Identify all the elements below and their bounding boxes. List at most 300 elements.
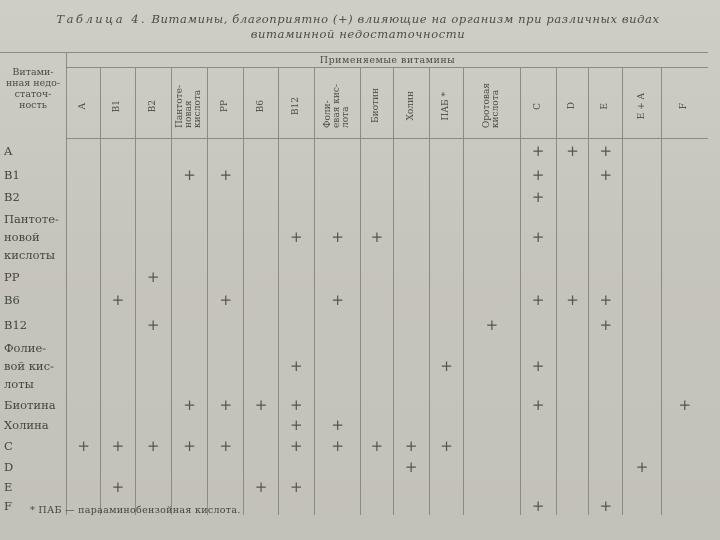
- table-cell: [171, 207, 207, 267]
- table-cell: [101, 187, 135, 207]
- column-header-label: D: [566, 102, 577, 110]
- plus-mark: +: [171, 395, 207, 415]
- plus-mark: +: [135, 267, 171, 287]
- column-header-label: PP: [220, 99, 231, 113]
- plus-mark: +: [314, 415, 360, 435]
- table-cell: [393, 163, 429, 187]
- table-cell: [361, 187, 393, 207]
- table-cell: [314, 267, 360, 287]
- column-header-label: B2: [147, 99, 158, 113]
- plus-mark: +: [314, 287, 360, 313]
- table-cell: [429, 457, 463, 477]
- row-label: C: [4, 438, 13, 453]
- table-cell: [101, 415, 135, 435]
- table-cell: [361, 395, 393, 415]
- plus-mark: +: [464, 313, 520, 337]
- table-cell: [135, 287, 171, 313]
- column-header: [101, 68, 135, 139]
- table-cell: [589, 267, 623, 287]
- column-header-label: A: [78, 102, 89, 110]
- row-label: A: [4, 143, 13, 158]
- plus-mark: +: [171, 163, 207, 187]
- plus-mark: +: [393, 435, 429, 457]
- column-header: [135, 68, 171, 139]
- plus-mark: +: [520, 337, 556, 395]
- table-cell: [171, 337, 207, 395]
- table-cell: [135, 139, 171, 163]
- column-header: [67, 68, 101, 139]
- table-cell: [661, 457, 708, 477]
- plus-mark: +: [278, 395, 314, 415]
- column-header: [661, 68, 708, 139]
- table-row: [0, 267, 708, 287]
- table-cell: [556, 337, 588, 395]
- plus-mark: +: [589, 313, 623, 337]
- plus-mark: +: [67, 435, 101, 457]
- row-label: D: [4, 459, 14, 474]
- table-cell: [171, 415, 207, 435]
- plus-mark: +: [314, 207, 360, 267]
- table-cell: [361, 415, 393, 435]
- table-cell: [589, 477, 623, 497]
- plus-mark: +: [520, 207, 556, 267]
- column-header-label: Биотин: [371, 88, 382, 124]
- table-cell: [429, 187, 463, 207]
- table-cell: [135, 395, 171, 415]
- table-cell: [589, 457, 623, 477]
- table-cell: [464, 457, 520, 477]
- table-row: [0, 187, 708, 207]
- table-cell: [623, 287, 661, 313]
- column-header: [314, 68, 360, 139]
- table-cell: [208, 139, 244, 163]
- table-cell: [67, 415, 101, 435]
- plus-mark: +: [278, 435, 314, 457]
- plus-mark: +: [520, 187, 556, 207]
- plus-mark: +: [623, 457, 661, 477]
- table-row: [0, 313, 708, 337]
- table-cell: [393, 477, 429, 497]
- table-cell: [101, 207, 135, 267]
- plus-mark: +: [589, 163, 623, 187]
- plus-mark: +: [429, 435, 463, 457]
- table-cell: [623, 415, 661, 435]
- table-cell: [135, 415, 171, 435]
- table-caption: [28, 12, 688, 42]
- table-cell: [278, 497, 314, 515]
- table-cell: [661, 435, 708, 457]
- table-cell: [361, 477, 393, 497]
- table-cell: [464, 267, 520, 287]
- table-cell: [661, 287, 708, 313]
- table-cell: [244, 267, 278, 287]
- table-cell: [171, 139, 207, 163]
- table-cell: [464, 435, 520, 457]
- table-cell: [244, 435, 278, 457]
- row-label: B1: [4, 167, 20, 182]
- column-header: [520, 68, 556, 139]
- row-label: B6: [4, 292, 20, 307]
- table-cell: [661, 477, 708, 497]
- table-cell: [208, 187, 244, 207]
- plus-mark: +: [589, 287, 623, 313]
- table-cell: [556, 395, 588, 415]
- table-cell: [520, 477, 556, 497]
- table-cell: [429, 287, 463, 313]
- plus-mark: +: [361, 435, 393, 457]
- row-label: B12: [4, 317, 28, 332]
- column-header-label: B6: [255, 99, 266, 113]
- column-header-label: F: [679, 102, 690, 110]
- table-cell: [623, 163, 661, 187]
- table-row: [0, 435, 708, 457]
- table-cell: [244, 313, 278, 337]
- table-cell: [464, 139, 520, 163]
- table-cell: [244, 415, 278, 435]
- plus-mark: +: [244, 477, 278, 497]
- table-cell: [67, 313, 101, 337]
- table-cell: [623, 207, 661, 267]
- plus-mark: +: [208, 435, 244, 457]
- table-cell: [623, 477, 661, 497]
- table-cell: [135, 477, 171, 497]
- plus-mark: +: [101, 477, 135, 497]
- table-cell: [67, 395, 101, 415]
- table-cell: [244, 337, 278, 395]
- table-cell: [661, 497, 708, 515]
- table-cell: [556, 497, 588, 515]
- table-row: [0, 415, 708, 435]
- table-cell: [464, 415, 520, 435]
- table-cell: [208, 415, 244, 435]
- column-header: [244, 68, 278, 139]
- table-cell: [361, 267, 393, 287]
- column-header-label: C: [532, 102, 543, 110]
- column-header-label: Холин: [405, 91, 416, 121]
- plus-mark: +: [278, 477, 314, 497]
- table-cell: [393, 139, 429, 163]
- table-cell: [361, 457, 393, 477]
- table-cell: [393, 415, 429, 435]
- table-cell: [101, 139, 135, 163]
- table-cell: [556, 207, 588, 267]
- row-label: PP: [4, 269, 20, 284]
- table-cell: [314, 139, 360, 163]
- table-cell: [101, 457, 135, 477]
- table-cell: [556, 457, 588, 477]
- table-row: [0, 163, 708, 187]
- plus-mark: +: [520, 287, 556, 313]
- table-cell: [361, 497, 393, 515]
- table-cell: [67, 287, 101, 313]
- column-header: [171, 68, 207, 139]
- table-cell: [623, 187, 661, 207]
- table-cell: [67, 163, 101, 187]
- table-cell: [135, 337, 171, 395]
- table-cell: [429, 477, 463, 497]
- table-cell: [208, 313, 244, 337]
- table-cell: [623, 267, 661, 287]
- table-cell: [661, 313, 708, 337]
- table-cell: [661, 139, 708, 163]
- table-cell: [361, 287, 393, 313]
- column-header-label: ПАБ *: [440, 91, 451, 121]
- table-cell: [361, 163, 393, 187]
- plus-mark: +: [589, 497, 623, 515]
- table-cell: [208, 207, 244, 267]
- corner-header: [0, 53, 67, 139]
- table-cell: [589, 337, 623, 395]
- table-cell: [589, 435, 623, 457]
- plus-mark: +: [278, 415, 314, 435]
- table-row: [0, 395, 708, 415]
- table-cell: [520, 267, 556, 287]
- table-cell: [67, 267, 101, 287]
- table-cell: [520, 457, 556, 477]
- table-cell: [661, 337, 708, 395]
- plus-mark: +: [661, 395, 708, 415]
- table-cell: [393, 187, 429, 207]
- plus-mark: +: [393, 457, 429, 477]
- table-cell: [623, 497, 661, 515]
- plus-mark: +: [135, 435, 171, 457]
- table-cell: [464, 187, 520, 207]
- footnote: * ПАБ — парааминобензойная кислота.: [30, 505, 241, 516]
- column-header-label: Пантоте- новая кислота: [174, 84, 203, 128]
- row-label: Фолие- вой кис- лоты: [4, 340, 54, 391]
- table-cell: [314, 457, 360, 477]
- table-cell: [67, 139, 101, 163]
- plus-mark: +: [556, 287, 588, 313]
- column-header-label: B12: [290, 96, 301, 116]
- table-cell: [556, 313, 588, 337]
- table-cell: [393, 207, 429, 267]
- plus-mark: +: [520, 395, 556, 415]
- table-cell: [244, 139, 278, 163]
- table-cell: [623, 313, 661, 337]
- table-row: [0, 139, 708, 163]
- table-cell: [171, 313, 207, 337]
- plus-mark: +: [361, 207, 393, 267]
- table-cell: [208, 337, 244, 395]
- table-row: [0, 477, 708, 497]
- table-cell: [361, 139, 393, 163]
- plus-mark: +: [208, 287, 244, 313]
- plus-mark: +: [278, 337, 314, 395]
- table-cell: [464, 163, 520, 187]
- table-cell: [67, 337, 101, 395]
- table-cell: [589, 187, 623, 207]
- table-cell: [520, 415, 556, 435]
- row-label: Пантоте- новой кислоты: [4, 211, 59, 262]
- row-label: B2: [4, 189, 20, 204]
- table-cell: [556, 267, 588, 287]
- table-cell: [101, 337, 135, 395]
- table-cell: [171, 187, 207, 207]
- table-cell: [589, 207, 623, 267]
- table-cell: [429, 163, 463, 187]
- row-label: E: [4, 479, 13, 494]
- table-cell: [393, 337, 429, 395]
- table-cell: [67, 457, 101, 477]
- table-row: [0, 457, 708, 477]
- plus-mark: +: [208, 163, 244, 187]
- table-cell: [314, 187, 360, 207]
- table-cell: [429, 139, 463, 163]
- table-cell: [135, 457, 171, 477]
- table-cell: [661, 207, 708, 267]
- table-cell: [393, 395, 429, 415]
- plus-mark: +: [556, 139, 588, 163]
- table-cell: [171, 477, 207, 497]
- table-cell: [464, 207, 520, 267]
- column-header-label: Фоли- евая кис- лота: [323, 83, 352, 128]
- table-row: [0, 207, 708, 267]
- table-cell: [244, 163, 278, 187]
- plus-mark: +: [589, 139, 623, 163]
- table-cell: [393, 287, 429, 313]
- table-cell: [278, 287, 314, 313]
- table-cell: [244, 287, 278, 313]
- row-label: F: [4, 498, 12, 513]
- plus-mark: +: [520, 163, 556, 187]
- table-cell: [429, 267, 463, 287]
- plus-mark: +: [278, 207, 314, 267]
- table-cell: [556, 435, 588, 457]
- table-cell: [429, 415, 463, 435]
- table-cell: [244, 207, 278, 267]
- table-cell: [556, 163, 588, 187]
- table-cell: [589, 395, 623, 415]
- corner-header-text: Витами- нная недо- статоч- ность: [5, 67, 61, 111]
- column-header: [556, 68, 588, 139]
- table-cell: [135, 163, 171, 187]
- caption-text: Витамины, благоприятно (+) влияющие на организм при различных видах витаминной недостаточности: [151, 12, 660, 41]
- table-cell: [361, 313, 393, 337]
- table-cell: [556, 477, 588, 497]
- column-header-label: E + A: [636, 92, 647, 120]
- column-header-label: Оротовая кислота: [481, 83, 501, 129]
- table-cell: [278, 187, 314, 207]
- table-cell: [208, 477, 244, 497]
- table-cell: [208, 267, 244, 287]
- plus-mark: +: [520, 497, 556, 515]
- table-cell: [171, 457, 207, 477]
- table-cell: [464, 287, 520, 313]
- table-cell: [623, 435, 661, 457]
- table-cell: [314, 313, 360, 337]
- column-header-label: E: [600, 102, 611, 110]
- table-cell: [556, 415, 588, 435]
- plus-mark: +: [101, 435, 135, 457]
- plus-mark: +: [101, 287, 135, 313]
- table-cell: [278, 267, 314, 287]
- table-row: [0, 287, 708, 313]
- table-row: [0, 337, 708, 395]
- column-header: [429, 68, 463, 139]
- table-cell: [589, 415, 623, 435]
- table-cell: [661, 163, 708, 187]
- group-header: Применяемые витамины: [67, 53, 708, 68]
- table-cell: [67, 477, 101, 497]
- table-cell: [244, 187, 278, 207]
- table-cell: [278, 139, 314, 163]
- table-cell: [429, 395, 463, 415]
- table-cell: [429, 313, 463, 337]
- table-cell: [67, 187, 101, 207]
- table-cell: [464, 477, 520, 497]
- plus-mark: +: [244, 395, 278, 415]
- table-cell: [314, 337, 360, 395]
- column-header: [623, 68, 661, 139]
- table-cell: [661, 187, 708, 207]
- plus-mark: +: [314, 435, 360, 457]
- plus-mark: +: [171, 435, 207, 457]
- table-cell: [361, 337, 393, 395]
- table-cell: [393, 497, 429, 515]
- table-cell: [67, 207, 101, 267]
- table-cell: [244, 497, 278, 515]
- column-header: [278, 68, 314, 139]
- table-cell: [244, 457, 278, 477]
- table-cell: [429, 497, 463, 515]
- table-cell: [101, 395, 135, 415]
- table-cell: [278, 313, 314, 337]
- table-cell: [101, 313, 135, 337]
- table-cell: [661, 267, 708, 287]
- table-cell: [314, 163, 360, 187]
- column-header: [393, 68, 429, 139]
- column-header: [361, 68, 393, 139]
- table-cell: [661, 415, 708, 435]
- caption-label: Таблица 4.: [56, 12, 148, 26]
- plus-mark: +: [208, 395, 244, 415]
- table-cell: [623, 395, 661, 415]
- table-cell: [314, 395, 360, 415]
- plus-mark: +: [429, 337, 463, 395]
- table-cell: [314, 497, 360, 515]
- table-cell: [393, 267, 429, 287]
- table-cell: [464, 497, 520, 515]
- table-cell: [314, 477, 360, 497]
- row-label: Биотина: [4, 397, 56, 412]
- table-cell: [393, 313, 429, 337]
- table-cell: [520, 313, 556, 337]
- column-header: [464, 68, 520, 139]
- column-header: [208, 68, 244, 139]
- table-cell: [135, 187, 171, 207]
- plus-mark: +: [520, 139, 556, 163]
- table-cell: [101, 163, 135, 187]
- column-header-label: B1: [112, 99, 123, 113]
- column-header: [589, 68, 623, 139]
- table-cell: [429, 207, 463, 267]
- table-cell: [135, 207, 171, 267]
- table-cell: [101, 267, 135, 287]
- table-cell: [464, 337, 520, 395]
- plus-mark: +: [135, 313, 171, 337]
- table-cell: [278, 163, 314, 187]
- table-cell: [208, 457, 244, 477]
- table-cell: [278, 457, 314, 477]
- table-cell: [623, 139, 661, 163]
- table-cell: [623, 337, 661, 395]
- table-cell: [520, 435, 556, 457]
- table-cell: [171, 287, 207, 313]
- table-cell: [556, 187, 588, 207]
- vitamin-table: [0, 52, 708, 515]
- table-cell: [464, 395, 520, 415]
